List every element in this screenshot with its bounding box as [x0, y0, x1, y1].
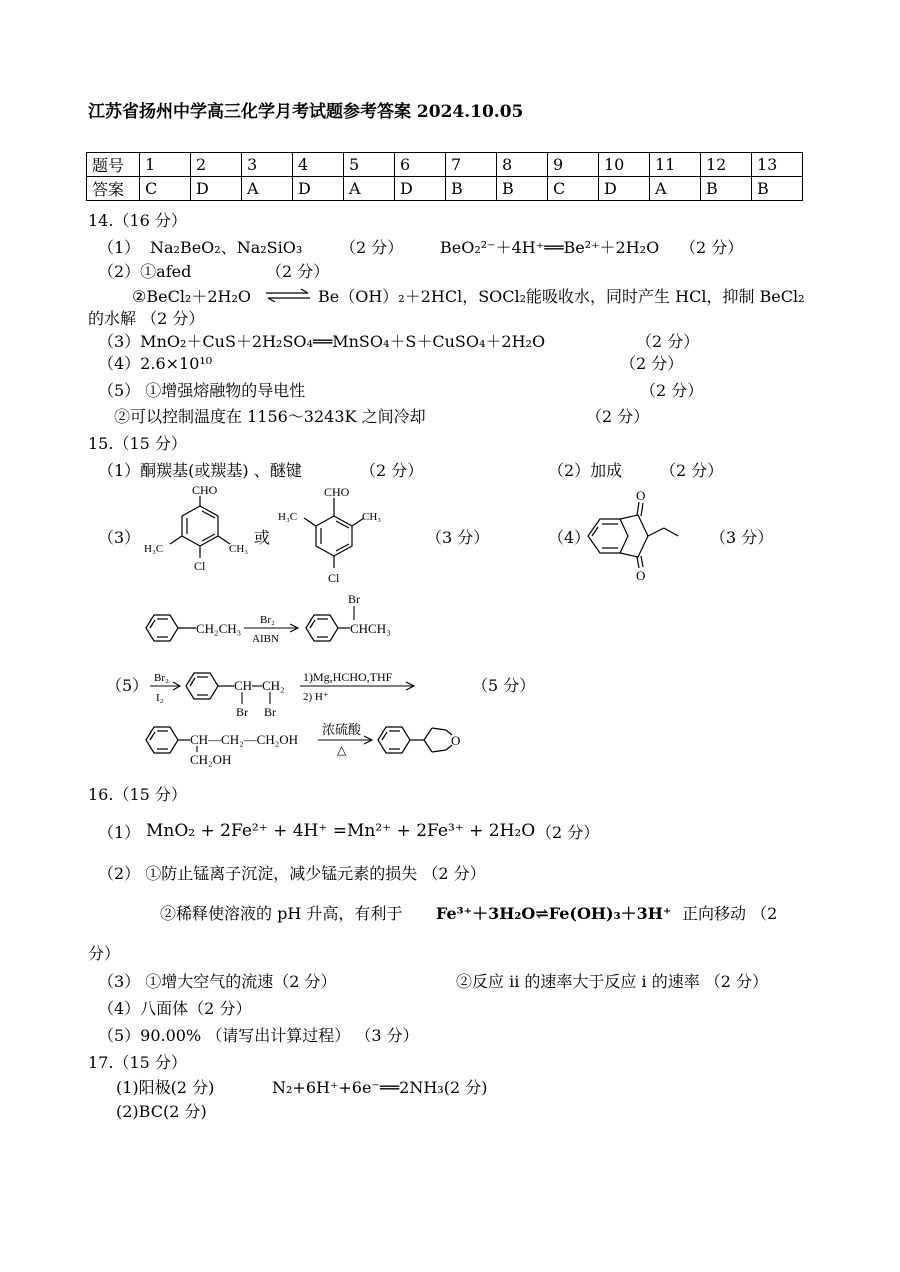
- ch3-label: CH₃: [229, 543, 249, 555]
- q14-2-continuation: 的水解 （2 分）: [88, 309, 205, 328]
- br2-reagent-label: Br₂: [154, 672, 169, 684]
- br-label: Br: [236, 705, 248, 719]
- chch3-label: CHCH₃: [350, 621, 391, 636]
- answer-cell: C: [548, 177, 599, 201]
- question-number: 1: [140, 153, 191, 177]
- cho-label: CHO: [192, 483, 218, 497]
- q14-1-score-b: （2 分）: [680, 238, 744, 257]
- q17-header: 17.（15 分）: [88, 1053, 187, 1072]
- answer-cell: D: [293, 177, 344, 201]
- question-number: 12: [701, 153, 752, 177]
- question-number: 9: [548, 153, 599, 177]
- oxygen-label: O: [636, 568, 646, 583]
- q16-4-answer: （4）八面体（2 分）: [98, 999, 252, 1018]
- chain-label: CH—CH₂—CH₂OH: [190, 732, 299, 747]
- equilibrium-arrow-icon: [264, 287, 314, 303]
- q16-header: 16.（15 分）: [88, 785, 187, 804]
- answer-cell: A: [650, 177, 701, 201]
- q16-5-answer: （5）90.00% （请写出计算过程） （3 分）: [98, 1026, 419, 1045]
- answer-cell: D: [395, 177, 446, 201]
- q17-1-equation: N₂+6H⁺+6e⁻══2NH₃(2 分): [272, 1078, 488, 1097]
- q15-5-score: （5 分）: [472, 676, 536, 695]
- answer-cell: B: [497, 177, 548, 201]
- page-title: 江苏省扬州中学高三化学月考试题参考答案 2024.10.05: [88, 102, 524, 122]
- q16-2-continuation: 分）: [88, 944, 121, 963]
- structure-b-icon: [274, 484, 394, 594]
- h3c-label: H₃C: [278, 511, 298, 523]
- question-number: 5: [344, 153, 395, 177]
- q14-5-answer-b: ②可以控制温度在 1156～3243K 之间冷却: [114, 407, 426, 426]
- q15-3-score: （3 分）: [426, 528, 490, 547]
- q14-1-equation: BeO₂²⁻＋4H⁺══Be²⁺＋2H₂O: [440, 238, 660, 257]
- answer-cell: C: [140, 177, 191, 201]
- table-row: [87, 177, 803, 201]
- question-number: 8: [497, 153, 548, 177]
- q14-2-label: （2）①afed: [98, 262, 192, 281]
- q16-3-answer-b: ②反应 ii 的速率大于反应 i 的速率 （2 分）: [456, 972, 769, 991]
- q14-2-eq-left: ②BeCl₂＋2H₂O: [132, 287, 252, 306]
- q14-3-equation: （3）MnO₂＋CuS＋2H₂SO₄══MnSO₄＋S＋CuSO₄＋2H₂O: [98, 332, 546, 351]
- q15-3-or: 或: [254, 528, 271, 547]
- q15-1-answer: （1）酮羰基(或羰基) 、醚键: [98, 461, 302, 480]
- q17-1-answer: (1)阳极(2 分): [116, 1078, 215, 1097]
- q16-1-score: （2 分）: [536, 823, 600, 842]
- q14-2-score: （2 分）: [266, 262, 330, 281]
- answer-table: [86, 152, 803, 201]
- q16-2-answer-a: （2） ①防止锰离子沉淀，减少锰元素的损失 （2 分）: [98, 864, 486, 883]
- q14-5-score-b: （2 分）: [586, 407, 650, 426]
- q14-4-answer: （4）2.6×10¹⁰: [98, 354, 213, 373]
- ch2-label: CH₂: [262, 678, 285, 693]
- answer-cell: A: [242, 177, 293, 201]
- synthesis-step-3-icon: [140, 718, 480, 772]
- heat-label: △: [337, 743, 347, 757]
- q14-1-label: （1）: [98, 238, 141, 257]
- q17-2-answer: (2)BC(2 分): [116, 1102, 207, 1121]
- acid-workup-label: 2) H⁺: [303, 691, 329, 703]
- ch2oh-label: CH₂OH: [190, 752, 232, 767]
- table-row: [87, 153, 803, 177]
- oxygen-label: O: [636, 488, 646, 503]
- answer-cell: D: [599, 177, 650, 201]
- cho-label: CHO: [324, 485, 350, 499]
- q14-header: 14.（16 分）: [88, 211, 187, 230]
- q16-2-tail: 正向移动 （2: [682, 904, 778, 923]
- question-number: 4: [293, 153, 344, 177]
- q14-2-eq-right: Be（OH）₂＋2HCl，SOCl₂能吸收水，同时产生 HCl，抑制 BeCl₂: [318, 287, 805, 306]
- question-number: 11: [650, 153, 701, 177]
- question-number: 13: [752, 153, 803, 177]
- question-number: 2: [191, 153, 242, 177]
- h3c-label: H₃C: [144, 543, 164, 555]
- ch3-label: CH₃: [362, 511, 382, 523]
- br-label: Br: [348, 592, 360, 606]
- q16-3-answer-a: （3） ①增大空气的流速（2 分）: [98, 972, 337, 991]
- question-number: 6: [395, 153, 446, 177]
- q16-2-answer-b: ②稀释使溶液的 pH 升高，有利于: [160, 904, 403, 923]
- table-header-label: 答案: [87, 177, 140, 201]
- q15-header: 15.（15 分）: [88, 434, 187, 453]
- q14-1-formula: Na₂BeO₂、Na₂SiO₃: [150, 238, 303, 257]
- q14-5-score-a: （2 分）: [640, 381, 704, 400]
- question-number: 10: [599, 153, 650, 177]
- q15-4-label: （4）: [548, 528, 591, 547]
- q15-4-score: （3 分）: [710, 528, 774, 547]
- synthesis-step-2-icon: [140, 662, 430, 720]
- q16-2-equation: Fe³⁺＋3H₂O⇌Fe(OH)₃＋3H⁺: [436, 904, 672, 923]
- i2-label: I₂: [156, 692, 164, 704]
- conc-sulfuric-acid-label: 浓硫酸: [322, 722, 362, 737]
- answer-cell: B: [701, 177, 752, 201]
- q15-1-score: （2 分）: [360, 461, 424, 480]
- q15-2-score: （2 分）: [660, 461, 724, 480]
- answer-cell: B: [752, 177, 803, 201]
- cl-label: Cl: [328, 571, 340, 585]
- question-number: 3: [242, 153, 293, 177]
- ring-oxygen-label: O: [451, 733, 461, 748]
- structure-indandione-icon: [580, 488, 700, 582]
- question-number: 7: [446, 153, 497, 177]
- q16-1-equation: MnO₂ + 2Fe²⁺ + 4H⁺ =Mn²⁺ + 2Fe³⁺ + 2H₂O: [146, 821, 536, 841]
- aibn-label: AIBN: [252, 633, 279, 645]
- q14-3-score: （2 分）: [636, 332, 700, 351]
- structure-a-icon: [140, 484, 260, 594]
- synthesis-step-1-icon: [140, 592, 420, 644]
- br-label: Br: [264, 705, 276, 719]
- q15-2-answer: （2）加成: [548, 461, 623, 480]
- grignard-reagent-label: 1)Mg,HCHO,THF: [303, 670, 393, 684]
- q14-1-score-a: （2 分）: [340, 238, 404, 257]
- answer-cell: D: [191, 177, 242, 201]
- ch-label: CH: [234, 678, 253, 693]
- answer-cell: B: [446, 177, 497, 201]
- answer-cell: A: [344, 177, 395, 201]
- q15-5-label: （5）: [106, 676, 149, 695]
- cl-label: Cl: [194, 559, 206, 573]
- q14-4-score: （2 分）: [620, 354, 684, 373]
- q14-5-answer-a: （5） ①增强熔融物的导电性: [98, 381, 306, 400]
- q16-1-label: （1）: [98, 823, 141, 842]
- q15-3-label: （3）: [98, 528, 141, 547]
- br2-reagent-label: Br₂: [260, 614, 275, 626]
- ch2ch3-label: CH₂CH₃: [196, 621, 242, 636]
- table-header-label: 题号: [87, 153, 140, 177]
